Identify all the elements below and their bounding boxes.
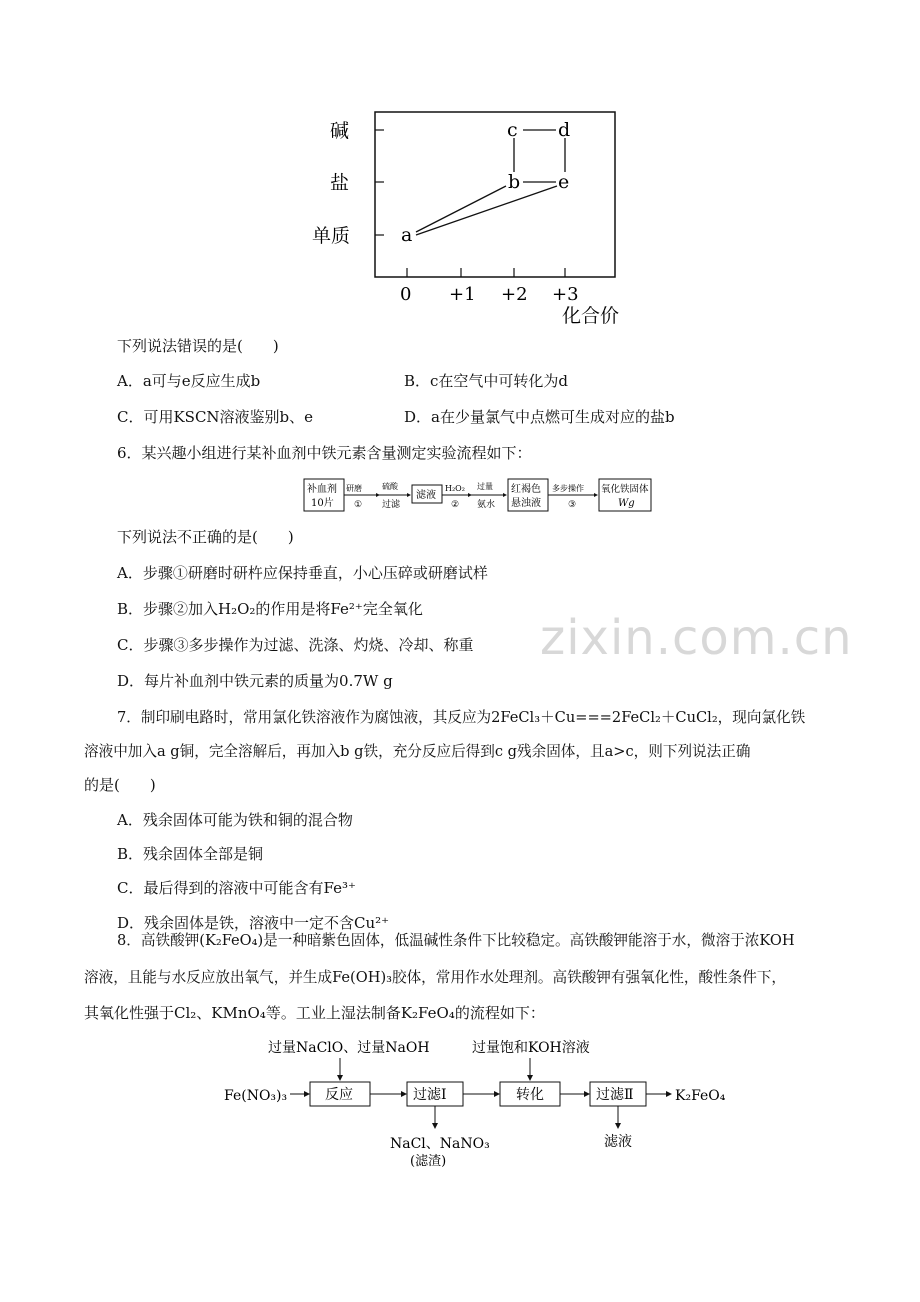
- x-tick-1: +1: [449, 284, 476, 305]
- q7-option-b: B．残余固体全部是铜: [117, 845, 264, 863]
- y-label-element: 单质: [312, 225, 351, 247]
- q5-option-d: D．a在少量氯气中点燃可生成对应的盐b: [404, 408, 675, 426]
- svg-text:Wg: Wg: [618, 498, 635, 509]
- svg-text:K₂FeO₄: K₂FeO₄: [675, 1088, 726, 1104]
- svg-text:反应: 反应: [325, 1087, 353, 1103]
- svg-text:氨水: 氨水: [477, 500, 496, 510]
- svg-text:NaCl、NaNO₃: NaCl、NaNO₃: [390, 1136, 490, 1152]
- x-title: 化合价: [562, 305, 620, 327]
- q7-line2: 溶液中加入a g铜，完全溶解后，再加入b g铁，充分反应后得到c g残余固体，且a>c，则下列说法正确: [84, 743, 751, 760]
- svg-text:补血剂: 补血剂: [307, 484, 337, 495]
- q7-line1: 7．制印刷电路时，常用氯化铁溶液作为腐蚀液，其反应为2FeCl₃＋Cu===2FeCl₂＋CuCl₂，现向氯化铁: [117, 709, 806, 726]
- q6-option-d: D．每片补血剂中铁元素的质量为0.7W g: [117, 672, 393, 690]
- q7-option-a: A．残余固体可能为铁和铜的混合物: [117, 811, 353, 829]
- point-e: e: [558, 171, 570, 193]
- svg-text:过滤Ⅰ: 过滤Ⅰ: [413, 1087, 447, 1103]
- q8-line2: 溶液，且能与水反应放出氧气，并生成Fe(OH)₃胶体，常用作水处理剂。高铁酸钾有强氧化性，酸性条件下，: [84, 969, 787, 986]
- q8-line3: 其氧化性强于Cl₂、KMnO₄等。工业上湿法制备K₂FeO₄的流程如下：: [84, 1004, 545, 1022]
- q5-option-b: B．c在空气中可转化为d: [404, 372, 569, 390]
- svg-text:多步操作: 多步操作: [552, 484, 584, 493]
- x-tick-0: 0: [400, 284, 412, 305]
- point-a: a: [401, 224, 413, 246]
- x-tick-2: +2: [501, 284, 528, 305]
- svg-text:③: ③: [568, 500, 577, 510]
- x-tick-3: +3: [552, 284, 579, 305]
- svg-text:过滤Ⅱ: 过滤Ⅱ: [596, 1087, 634, 1103]
- svg-text:转化: 转化: [516, 1087, 544, 1103]
- q8-flowchart: [220, 1030, 740, 1170]
- svg-text:过量: 过量: [477, 482, 493, 491]
- svg-text:过量饱和KOH溶液: 过量饱和KOH溶液: [472, 1040, 590, 1056]
- q7-option-c: C．最后得到的溶液中可能含有Fe³⁺: [117, 879, 356, 897]
- point-b: b: [508, 171, 521, 193]
- svg-text:(滤渣): (滤渣): [410, 1154, 447, 1169]
- point-c: c: [507, 119, 518, 141]
- svg-text:滤液: 滤液: [416, 490, 436, 501]
- q5-stem: 下列说法错误的是( ): [117, 337, 279, 355]
- q6-stem2: 下列说法不正确的是( ): [117, 528, 294, 546]
- q7-option-d: D．残余固体是铁，溶液中一定不含Cu²⁺: [117, 914, 390, 932]
- q6-stem: 6．某兴趣小组进行某补血剂中铁元素含量测定实验流程如下：: [117, 444, 532, 462]
- y-label-salt: 盐: [330, 172, 350, 194]
- svg-text:滤液: 滤液: [604, 1134, 632, 1150]
- watermark: zixin.com.cn: [540, 610, 853, 666]
- q6-option-a: A．步骤①研磨时研杵应保持垂直，小心压碎或研磨试样: [117, 564, 488, 582]
- q8-line1: 8．高铁酸钾(K₂FeO₄)是一种暗紫色固体，低温碱性条件下比较稳定。高铁酸钾能溶于水，微溶于浓KOH: [117, 932, 795, 949]
- svg-text:②: ②: [451, 500, 460, 510]
- q5-option-a: A．a可与e反应生成b: [117, 372, 261, 390]
- svg-text:过滤: 过滤: [382, 500, 401, 510]
- q6-flowchart: [300, 476, 660, 516]
- svg-text:Fe(NO₃)₃: Fe(NO₃)₃: [224, 1088, 288, 1104]
- svg-text:硫酸: 硫酸: [382, 482, 398, 491]
- q7-line3: 的是( ): [84, 776, 156, 794]
- q6-option-c: C．步骤③多步操作为过滤、洗涤、灼烧、冷却、称重: [117, 636, 474, 654]
- svg-text:悬浊液: 悬浊液: [511, 498, 541, 509]
- edge-a-e: [416, 186, 557, 235]
- y-label-base: 碱: [330, 120, 350, 142]
- svg-text:研磨: 研磨: [346, 484, 362, 493]
- svg-text:红褐色: 红褐色: [511, 484, 541, 495]
- valence-diagram: [312, 100, 640, 330]
- svg-text:H₂O₂: H₂O₂: [445, 484, 465, 493]
- svg-text:①: ①: [354, 500, 363, 510]
- svg-text:氧化铁固体: 氧化铁固体: [601, 484, 649, 495]
- point-d: d: [558, 119, 571, 141]
- svg-text:10片: 10片: [311, 498, 334, 509]
- q5-option-c: C．可用KSCN溶液鉴别b、e: [117, 408, 314, 426]
- q6-option-b: B．步骤②加入H₂O₂的作用是将Fe²⁺完全氧化: [117, 600, 423, 618]
- svg-text:过量NaClO、过量NaOH: 过量NaClO、过量NaOH: [268, 1040, 430, 1056]
